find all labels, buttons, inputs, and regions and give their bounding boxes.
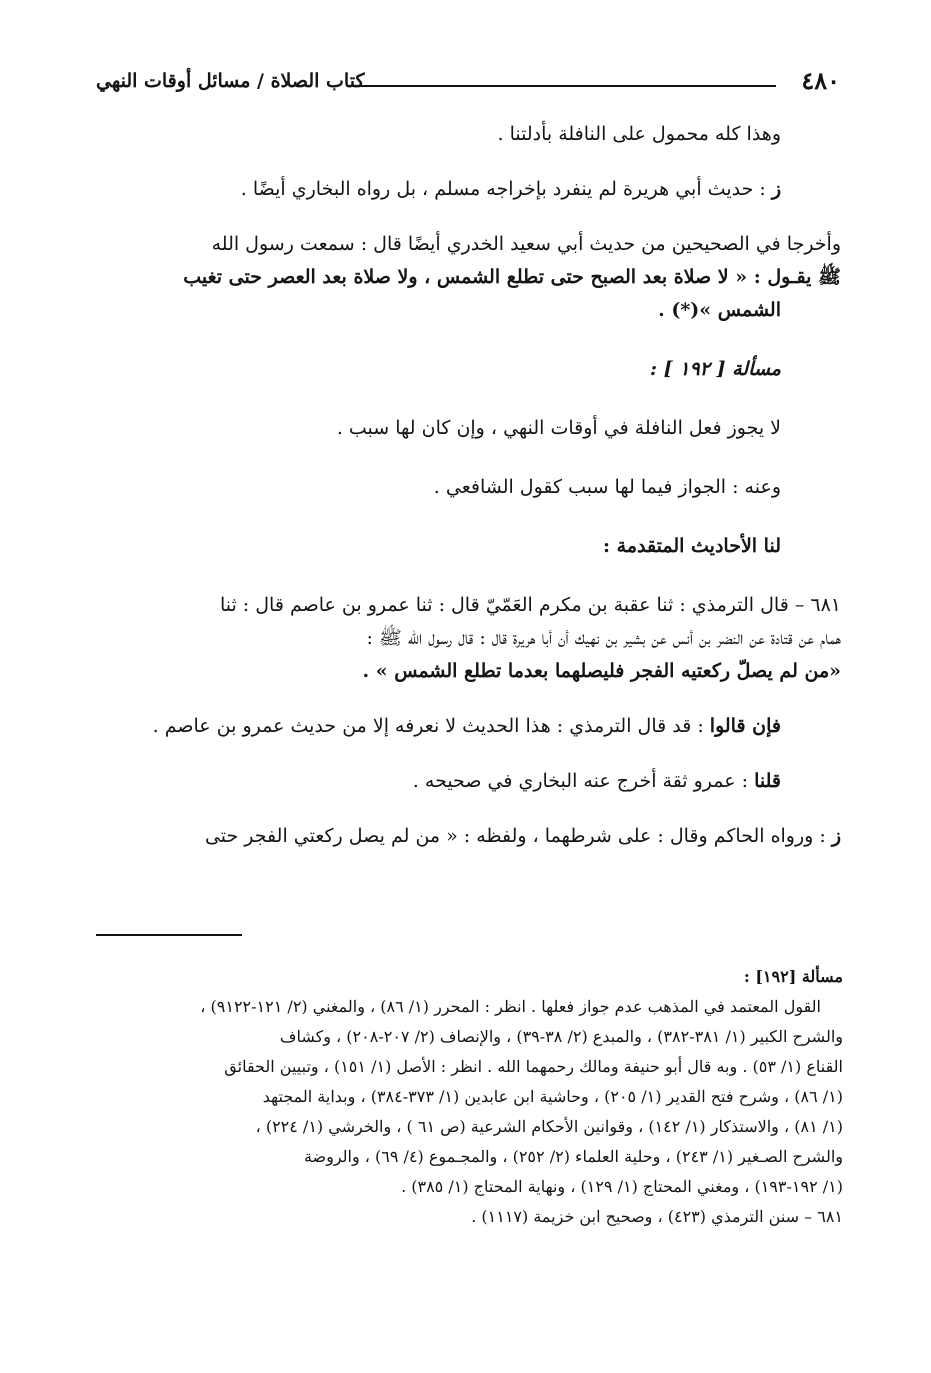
- footnote-line: والشرح الصـغير (١/ ٢٤٣) ، وحلية العلماء (٢/ ٢٥٢) ، والمجـموع (٤/ ٦٩) ، والروضة: [303, 1147, 843, 1166]
- text-line-content: : ورواه الحاكم وقال : على شرطهما ، ولفظه : « من لم يصل ركعتي الفجر حتى: [204, 825, 826, 847]
- text-line: وهذا كله محمول على النافلة بأدلتنا .: [497, 123, 781, 145]
- text-line: وأخرجا في الصحيحين من حديث أبي سعيد الخدري أيضًا قال : سمعت رسول الله: [211, 233, 841, 255]
- main-text: [96, 118, 841, 853]
- text-line: لنا الأحاديث المتقدمة :: [603, 535, 781, 557]
- header-divider: [351, 85, 776, 87]
- objection-lead: فإن قالوا: [709, 715, 781, 737]
- hadith-line: ﷺ يقـول : « لا صلاة بعد الصبح حتى تطلع الشمس ، ولا صلاة بعد العصر حتى تغيب: [183, 266, 841, 288]
- addition-marker: ز: [771, 178, 781, 200]
- text-line: ٦٨١ – قال الترمذي : ثنا عقبة بن مكرم العَمّيّ قال : ثنا عمرو بن عاصم قال : ثنا: [219, 594, 841, 616]
- running-title: كتاب الصلاة / مسائل أوقات النهي: [96, 70, 365, 92]
- text-line: [96, 173, 781, 206]
- footnotes: [96, 962, 843, 1232]
- text-line-content: : قد قال الترمذي : هذا الحديث لا نعرفه إلا من حديث عمرو بن عاصم .: [152, 715, 710, 737]
- footnote-heading: مسألة [١٩٢] :: [743, 967, 843, 986]
- hadith-line: الشمس »(*) .: [658, 299, 781, 321]
- text-line: همام عن قتادة عن النضر بن أنس عن بشير بن نهيك أن أبا هريرة قال : قال رسول الله ﷺ :: [366, 627, 841, 649]
- hadith-line: «من لم يصلّ ركعتيه الفجر فليصلهما بعدما تطلع الشمس » .: [362, 660, 841, 682]
- text-line-content: : حديث أبي هريرة لم ينفرد بإخراجه مسلم ، بل رواه البخاري أيضًا .: [240, 178, 766, 200]
- addition-marker: ز: [831, 825, 841, 847]
- footnote-line: والشرح الكبير (١/ ٣٨١-٣٨٢) ، والمبدع (٢/ ٣٨-٣٩) ، والإنصاف (٢/ ٢٠٧-٢٠٨) ، وكشاف: [279, 1027, 843, 1046]
- footnote-line: (١/ ٨١) ، والاستذكار (١/ ١٤٢) ، وقوانين الأحكام الشرعية (ص ٦١ ) ، والخرشي (١/ ٢٢٤) ،: [255, 1117, 843, 1136]
- page-number: ٤٨٠: [801, 66, 840, 95]
- footnote-line: القول المعتمد في المذهب عدم جواز فعلها . انظر : المحرر (١/ ٨٦) ، والمغني (٢/ ١٢١-٩١٢٢) ،: [200, 997, 821, 1016]
- text-line: [96, 820, 841, 853]
- footnote-divider: [96, 934, 242, 936]
- text-line: [96, 765, 781, 798]
- text-line: لا يجوز فعل النافلة في أوقات النهي ، وإن كان لها سبب .: [336, 417, 781, 439]
- text-line-content: : عمرو ثقة أخرج عنه البخاري في صحيحه .: [412, 770, 755, 792]
- footnote-line: القناع (١/ ٥٣) . وبه قال أبو حنيفة ومالك رحمهما الله . انظر : الأصل (١/ ١٥١) ، وتبيين الحقائق: [224, 1057, 843, 1076]
- reply-lead: قلنا: [754, 770, 781, 792]
- text-line: وعنه : الجواز فيما لها سبب كقول الشافعي .: [433, 476, 781, 498]
- issue-heading: مسألة [ ١٩٢ ] :: [650, 358, 781, 380]
- footnote-line: (١/ ٨٦) ، وشرح فتح القدير (١/ ٢٠٥) ، وحاشية ابن عابدين (١/ ٣٧٣-٣٨٤) ، وبداية المجتهد: [262, 1087, 843, 1106]
- page-header: [96, 64, 840, 104]
- footnote-line: (١/ ١٩٢-١٩٣) ، ومغني المحتاج (١/ ١٢٩) ، ونهاية المحتاج (١/ ٣٨٥) .: [401, 1177, 843, 1196]
- footnote-line: ٦٨١ – سنن الترمذي (٤٢٣) ، وصحيح ابن خزيمة (١١١٧) .: [471, 1207, 843, 1226]
- text-line: [96, 710, 781, 743]
